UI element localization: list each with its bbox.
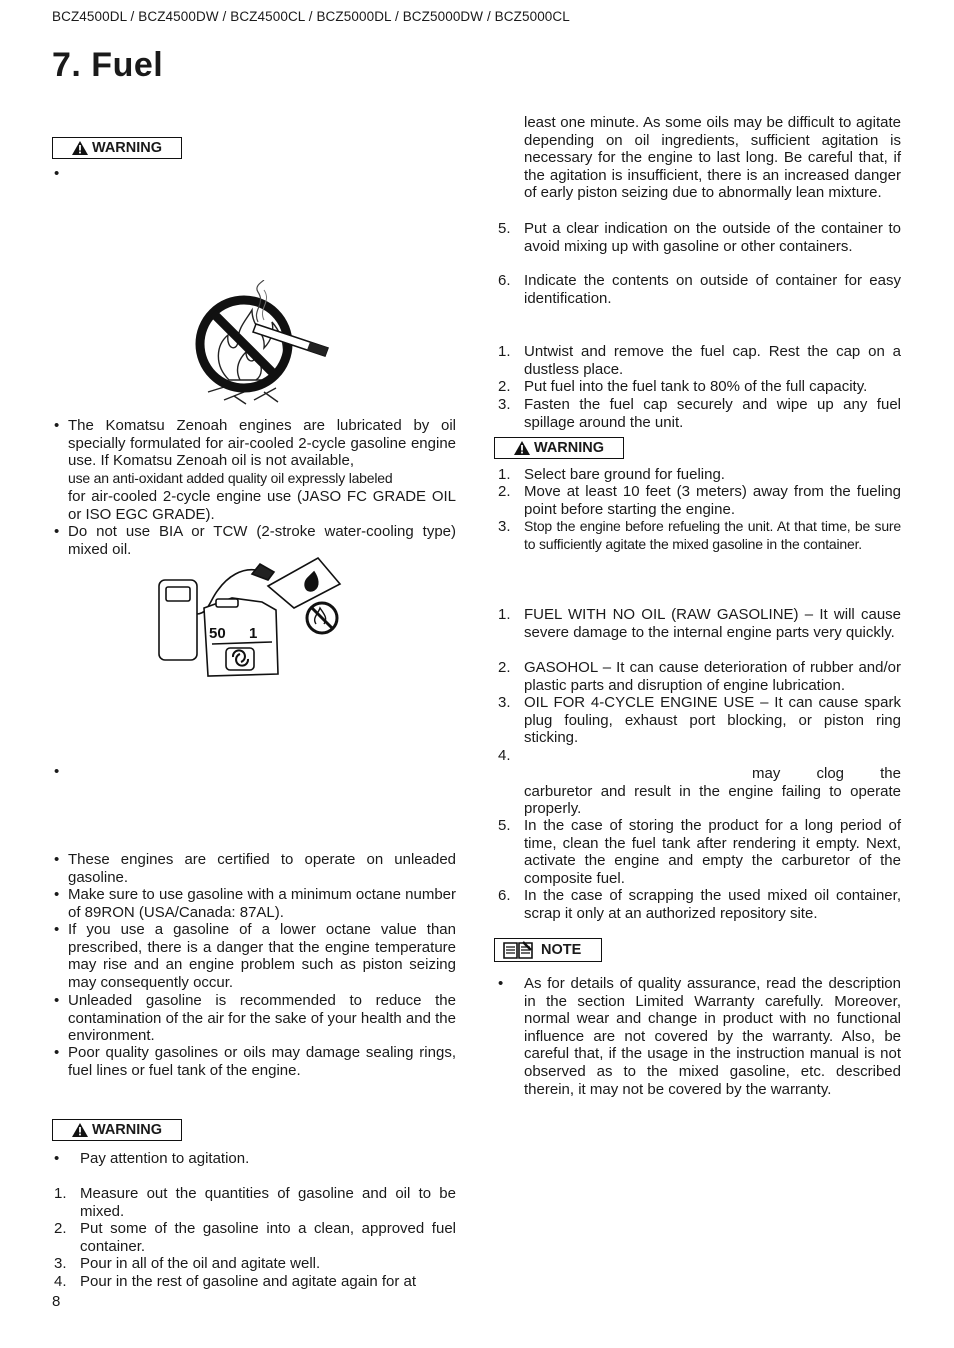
page-title: 7. Fuel	[52, 46, 164, 84]
warn-step-2: Move at least 10 feet (3 meters) away from the fueling point before starting the engine.	[524, 483, 901, 518]
warning-label-3	[494, 437, 624, 459]
oil-bullet-1-cont-b: for air-cooled 2-cycle engine use (JASO FC GRADE OIL or ISO EGC GRADE).	[68, 488, 456, 523]
gas-bullet-4-marker: •	[54, 992, 60, 1009]
mix-step-1-num: 1.	[54, 1185, 67, 1202]
jug-unit: 1	[249, 625, 258, 642]
warning-text: WARNING	[91, 140, 163, 156]
warn-step-3-num: 3.	[498, 518, 511, 535]
avoid-1: FUEL WITH NO OIL (RAW GASOLINE) – It will cause severe damage to the internal engine parts very quickly.	[524, 606, 901, 641]
fuel-step-3: Fasten the fuel cap securely and wipe up any fuel spillage around the unit.	[524, 396, 901, 431]
fuel-step-1-num: 1.	[498, 343, 511, 360]
avoid-6-num: 6.	[498, 887, 511, 904]
warning-triangle-icon	[514, 441, 530, 455]
page-number: 8	[52, 1293, 61, 1310]
warn-step-1: Select bare ground for fueling.	[524, 466, 725, 483]
mix-step-1: Measure out the quantities of gasoline and oil to be mixed.	[80, 1185, 456, 1220]
mix-step-4-continuation: least one minute. As some oils may be difficult to agitate depending on oil ingredients, sufficient agitation is necessary for the engine to last long. Be careful that, if the agitation is insufficient, there is an increased danger of early piston seizing due to abnormally lean mixture.	[524, 114, 901, 202]
mix-step-2: Put some of the gasoline into a clean, approved fuel container.	[80, 1220, 456, 1255]
oil-bullet-1-cont-a: use an anti-oxidant added quality oil expressly labeled	[68, 470, 393, 486]
mix-step-3-num: 3.	[54, 1255, 67, 1272]
gas-bullet-5-marker: •	[54, 1044, 60, 1061]
note-bullet-marker: •	[498, 975, 504, 992]
note-book-icon	[503, 941, 533, 959]
avoid-2-num: 2.	[498, 659, 511, 676]
warning-label-1	[52, 137, 182, 159]
warn-step-1-num: 1.	[498, 466, 511, 483]
mix-step-3: Pour in all of the oil and agitate well.	[80, 1255, 321, 1272]
bullet-empty-1: •	[54, 165, 60, 182]
warning-triangle-icon	[72, 141, 88, 155]
jug-ratio: 50	[209, 625, 226, 642]
gas-bullet-4: Unleaded gasoline is recommended to reduce the contamination of the air for the sake of your health and the environment.	[68, 992, 456, 1045]
fuel-can-icon	[204, 598, 278, 676]
fuel-step-2-num: 2.	[498, 378, 511, 395]
avoid-3: OIL FOR 4-CYCLE ENGINE USE – It can cause spark plug fouling, exhaust port blocking, or piston ring sticking.	[524, 694, 901, 747]
mix-step-6: Indicate the contents on outside of container for easy identification.	[524, 272, 901, 307]
gas-bullet-3-marker: •	[54, 921, 60, 938]
mix-step-5: Put a clear indication on the outside of the container to avoid mixing up with gasoline or other containers.	[524, 220, 901, 255]
mix-step-6-num: 6.	[498, 272, 511, 289]
avoid-5: In the case of storing the product for a long period of time, clean the fuel tank after rendering it empty. Next, activate the engine and empty the carburetor of the composite fuel.	[524, 817, 901, 887]
mix-step-4: Pour in the rest of gasoline and agitate again for at	[80, 1273, 417, 1290]
gas-bullet-5: Poor quality gasolines or oils may damage sealing rings, fuel lines or fuel tank of the engine.	[68, 1044, 456, 1079]
gas-bullet-2-marker: •	[54, 886, 60, 903]
warning-text: WARNING	[533, 440, 605, 456]
warning-triangle-icon	[72, 1123, 88, 1137]
note-text-label: NOTE	[541, 942, 582, 958]
gas-bullet-1: These engines are certified to operate on unleaded gasoline.	[68, 851, 456, 886]
gas-bullet-1-marker: •	[54, 851, 60, 868]
fuel-step-3-num: 3.	[498, 396, 511, 413]
gas-bullet-3: If you use a gasoline of a lower octane value than prescribed, there is a danger that the engine temperature may rise and an engine problem such as piston seizing may consequently occur.	[68, 921, 456, 991]
avoid-5-num: 5.	[498, 817, 511, 834]
note-label	[494, 938, 602, 962]
warn-step-2-num: 2.	[498, 483, 511, 500]
oil-bottle-icon	[252, 558, 340, 608]
warning-label-2	[52, 1119, 182, 1141]
oil-bullet-2-marker: •	[54, 523, 60, 540]
oil-bullet-2: Do not use BIA or TCW (2-stroke water-cooling type) mixed oil.	[68, 523, 456, 558]
warning-text: WARNING	[91, 1122, 163, 1138]
avoid-3-num: 3.	[498, 694, 511, 711]
avoid-1-num: 1.	[498, 606, 511, 623]
note-text: As for details of quality assurance, read the description in the section Limited Warranty carefully. Moreover, normal wear and change in product with no functional influence are not covered by the warranty. Also, be careful that, if the usage in the instruction manual is not observed as to the mixed gasoline, etc. described therein, it may not be covered by the warranty.	[524, 975, 901, 1098]
mix-step-4-num: 4.	[54, 1273, 67, 1290]
agitation-bullet: Pay attention to agitation.	[80, 1150, 250, 1167]
mix-step-5-num: 5.	[498, 220, 511, 237]
model-header: BCZ4500DL / BCZ4500DW / BCZ4500CL / BCZ5000DL / BCZ5000DW / BCZ5000CL	[52, 9, 570, 24]
fuel-mixing-illustration	[156, 556, 346, 680]
avoid-4: may clog the carburetor and result in the engine failing to operate properly.	[524, 765, 901, 818]
avoid-6: In the case of scrapping the used mixed oil container, scrap it only at an authorized repository site.	[524, 887, 901, 922]
fuel-step-1: Untwist and remove the fuel cap. Rest the cap on a dustless place.	[524, 343, 901, 378]
bullet-empty-2: •	[54, 763, 60, 780]
oil-bullet-1: The Komatsu Zenoah engines are lubricated by oil specially formulated for air-cooled 2-cycle gasoline engine use. If Komatsu Zenoah oil is not available,	[68, 417, 456, 470]
mix-step-2-num: 2.	[54, 1220, 67, 1237]
oil-bullet-1-marker: •	[54, 417, 60, 434]
no-fire-icon	[307, 603, 337, 633]
agitation-bullet-marker: •	[54, 1150, 60, 1167]
avoid-2: GASOHOL – It can cause deterioration of rubber and/or plastic parts and disruption of engine lubrication.	[524, 659, 901, 694]
fuel-step-2: Put fuel into the fuel tank to 80% of the full capacity.	[524, 378, 868, 395]
avoid-4-num: 4.	[498, 747, 511, 764]
warn-step-3: Stop the engine before refueling the unit. At that time, be sure to sufficiently agitate the mixed gasoline in the container.	[524, 518, 901, 552]
gas-bullet-2: Make sure to use gasoline with a minimum octane number of 89RON (USA/Canada: 87AL).	[68, 886, 456, 921]
no-smoking-fire-illustration	[194, 280, 334, 410]
